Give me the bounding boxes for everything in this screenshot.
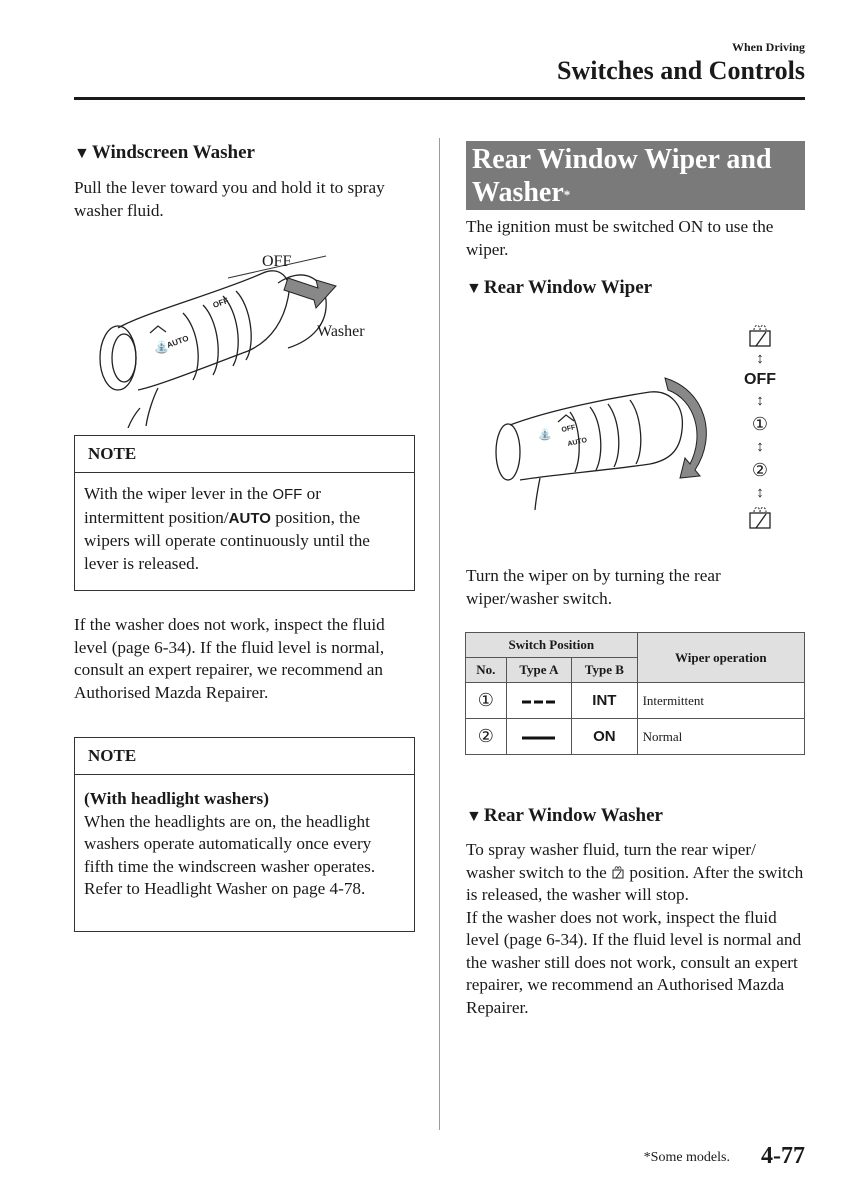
section-label: When Driving <box>731 40 805 54</box>
lever-auto-label: AUTO <box>566 437 588 448</box>
arrow-icon: ↕ <box>756 351 764 367</box>
washer-window-icon <box>746 322 774 348</box>
note-body: With the wiper lever in the OFF or intermittent position/AUTO position, the wipers will operate continuously until the lever is released. <box>84 484 370 573</box>
page-title: Switches and Controls <box>556 56 805 85</box>
rear-washer-text: To spray washer fluid, turn the rear wiper/ washer switch to the position. After the switch is released, the washer will stop. If the washer does not work, inspect the fluid level (page 6-34). If the fluid level is normal and the washer still does not work, consult an expert repairer, we recommend an Authorised Mazda Repairer. <box>466 839 805 1019</box>
arrow-icon: ↕ <box>756 439 764 455</box>
table-row <box>466 683 805 719</box>
triangle-icon: ▼ <box>466 808 482 825</box>
table-header: No. <box>466 658 507 683</box>
note-text: When the headlights are on, the headlight washers operate automatically once every fifth time the windscreen washer operates. <box>84 811 376 876</box>
header-rule <box>74 97 805 100</box>
footer-note: *Some models. <box>643 1150 730 1165</box>
note-title: NOTE <box>75 436 414 473</box>
table-header: Switch Position <box>466 633 638 658</box>
figure-off-label: OFF <box>262 253 292 270</box>
table-cell-type-b: INT <box>572 683 637 719</box>
table-header: Type A <box>506 658 572 683</box>
note-reference: Refer to Headlight Washer on page 4-78. <box>84 879 366 898</box>
column-divider <box>439 138 440 1130</box>
arrow-icon: ↕ <box>756 393 764 409</box>
note-subhead: (With headlight washers) <box>84 789 269 808</box>
table-cell-type-b: ON <box>572 719 637 755</box>
figure-washer-label: Washer <box>317 323 365 340</box>
continuous-line-icon <box>506 719 572 755</box>
lever-off-label: OFF <box>211 295 230 310</box>
note-title: NOTE <box>75 738 414 775</box>
note-body <box>75 775 414 911</box>
windscreen-washer-heading: ▼ Windscreen Washer <box>74 142 255 163</box>
table-cell-no: ① <box>466 683 507 719</box>
rear-wiper-heading: ▼ Rear Window Wiper <box>466 277 653 298</box>
section-banner: Rear Window Wiper and Washer* <box>466 141 805 210</box>
table-header: Wiper operation <box>637 633 804 683</box>
ignition-text: The ignition must be switched ON to use the wiper. <box>466 217 774 259</box>
table-cell-operation: Normal <box>637 719 804 755</box>
svg-text:⛲: ⛲ <box>538 428 552 441</box>
triangle-icon: ▼ <box>466 280 482 297</box>
table-header: Type B <box>572 658 637 683</box>
triangle-icon: ▼ <box>74 145 90 162</box>
lever-off-label: OFF <box>560 424 577 434</box>
rear-washer-fail-text: If the washer does not work, inspect the fluid level (page 6-34). If the fluid level is normal and the washer still does not work, consult an expert repairer, we recommend an Authorised Mazda Repairer. <box>466 907 802 1017</box>
svg-text:⛲: ⛲ <box>154 340 169 354</box>
position-two: ② <box>751 460 769 480</box>
table-cell-operation: Intermittent <box>637 683 804 719</box>
washer-fail-text: If the washer does not work, inspect the fluid level (page 6-34). If the fluid level is normal, consult an expert repairer, we recommend an Authorised Mazda Repairer. <box>74 615 385 702</box>
rear-washer-heading: ▼ Rear Window Washer <box>466 805 663 826</box>
switch-positions <box>740 322 780 562</box>
page-number: 4-77 <box>761 1143 805 1169</box>
washer-window-icon <box>746 504 774 530</box>
table-row <box>466 719 805 755</box>
note-box-wiper <box>74 435 415 591</box>
lever-auto-label: AUTO <box>165 333 190 350</box>
intermittent-dash-icon <box>506 683 572 719</box>
arrow-icon: ↕ <box>756 485 764 501</box>
switch-position-table <box>465 632 805 755</box>
rear-wiper-lever-illustration <box>490 360 722 510</box>
position-off: OFF <box>744 371 776 388</box>
turn-wiper-text: Turn the wiper on by turning the rear wiper/washer switch. <box>466 566 721 608</box>
note-box-headlight <box>74 737 415 932</box>
windscreen-washer-text: Pull the lever toward you and hold it to spray washer fluid. <box>74 178 385 220</box>
some-models-mark: * <box>563 187 571 202</box>
table-cell-no: ② <box>466 719 507 755</box>
washer-icon <box>611 865 625 879</box>
position-one: ① <box>751 414 769 434</box>
